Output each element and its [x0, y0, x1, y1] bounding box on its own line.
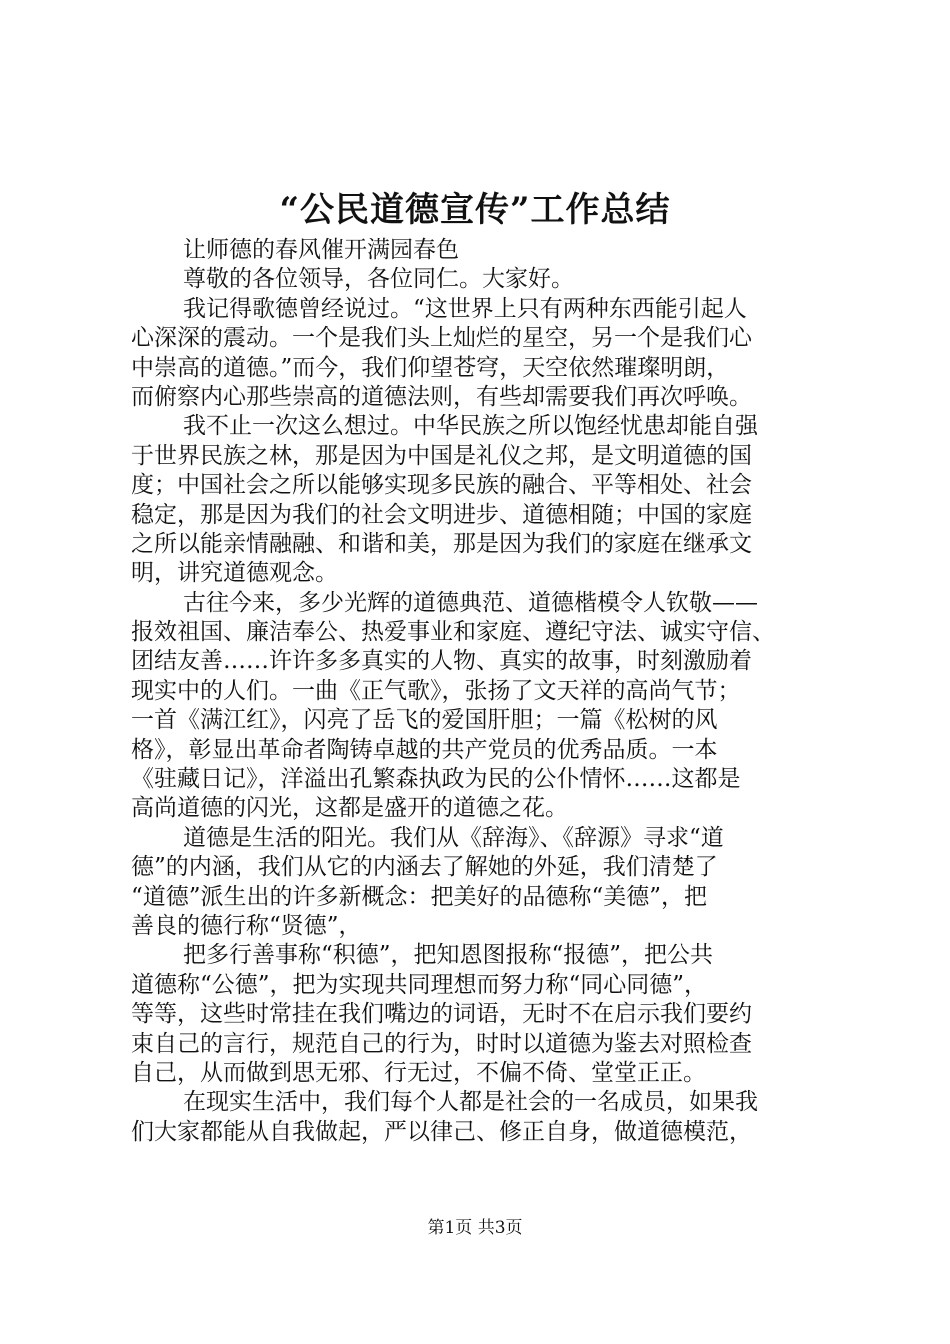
text-line: 我不止一次这么想过。中华民族之所以饱经忧患却能自强: [183, 413, 758, 440]
document-body: [131, 236, 831, 1147]
text-line: 之所以能亲情融融、和谐和美，那是因为我们的家庭在继承文: [131, 530, 752, 557]
text-line: 让师德的春风催开满园春色: [183, 237, 459, 263]
text-line: 德”的内涵，我们从它的内涵去了解她的外延，我们清楚了: [131, 854, 718, 881]
document-title: “公民道德宣传”工作总结: [279, 190, 671, 230]
text-line: 明，讲究道德观念。: [131, 560, 338, 587]
text-line: 于世界民族之林，那是因为中国是礼仪之邦，是文明道德的国: [131, 442, 752, 469]
text-line: 尊敬的各位领导，各位同仁。大家好。: [183, 266, 574, 293]
text-line: 中崇高的道德。”而今，我们仰望苍穹，天空依然璀璨明朗，: [131, 354, 730, 381]
text-line: 格》，彰显出革命者陶铸卓越的共产党员的优秀品质。一本: [131, 736, 718, 763]
text-line: 等等，这些时常挂在我们嘴边的词语，无时不在启示我们要约: [131, 1001, 752, 1028]
text-line: 《驻藏日记》，洋溢出孔繁森执政为民的公仆情怀……这都是: [131, 766, 741, 793]
text-line: 高尚道德的闪光，这都是盛开的道德之花。: [131, 795, 568, 822]
text-line: 自己，从而做到思无邪、行无过，不偏不倚、堂堂正正。: [131, 1059, 706, 1086]
text-line: 现实中的人们。一曲《正气歌》，张扬了文天祥的高尚气节；: [131, 677, 741, 704]
text-line: 道德是生活的阳光。我们从《辞海》、《辞源》寻求“道: [183, 824, 724, 851]
text-line: 把多行善事称“积德”，把知恩图报称“报德”，把公共: [183, 942, 714, 969]
text-line: 而俯察内心那些崇高的道德法则，有些却需要我们再次呼唤。: [131, 383, 752, 410]
text-line: 古往今来，多少光辉的道德典范、道德楷模令人钦敬——: [183, 589, 758, 616]
text-line: 善良的德行称“贤德”，: [131, 912, 362, 939]
text-line: 一首《满江红》，闪亮了岳飞的爱国肝胆；一篇《松树的风: [131, 707, 718, 734]
text-line: 道德称“公德”，把为实现共同理想而努力称“同心同德”，: [131, 971, 708, 998]
page-footer: 第1页 共3页: [427, 1218, 523, 1238]
text-line: 度；中国社会之所以能够实现多民族的融合、平等相处、社会: [131, 472, 752, 499]
text-line: “道德”派生出的许多新概念：把美好的品德称“美德”，把: [131, 883, 708, 910]
text-line: 稳定，那是因为我们的社会文明进步、道德相随；中国的家庭: [131, 501, 752, 528]
text-line: 束自己的言行，规范自己的行为，时时以道德为鉴去对照检查: [131, 1030, 752, 1057]
text-line: 们大家都能从自我做起，严以律己、修正自身，做道德模范，: [131, 1118, 752, 1145]
text-line: 在现实生活中，我们每个人都是社会的一名成员，如果我: [183, 1089, 758, 1116]
text-line: 我记得歌德曾经说过。“这世界上只有两种东西能引起人: [183, 295, 747, 322]
text-line: 报效祖国、廉洁奉公、热爱事业和家庭、遵纪守法、诚实守信、: [131, 619, 775, 646]
text-line: 心深深的震动。一个是我们头上灿烂的星空，另一个是我们心: [131, 325, 752, 352]
text-line: 团结友善……许许多多真实的人物、真实的故事，时刻激励着: [131, 648, 752, 675]
